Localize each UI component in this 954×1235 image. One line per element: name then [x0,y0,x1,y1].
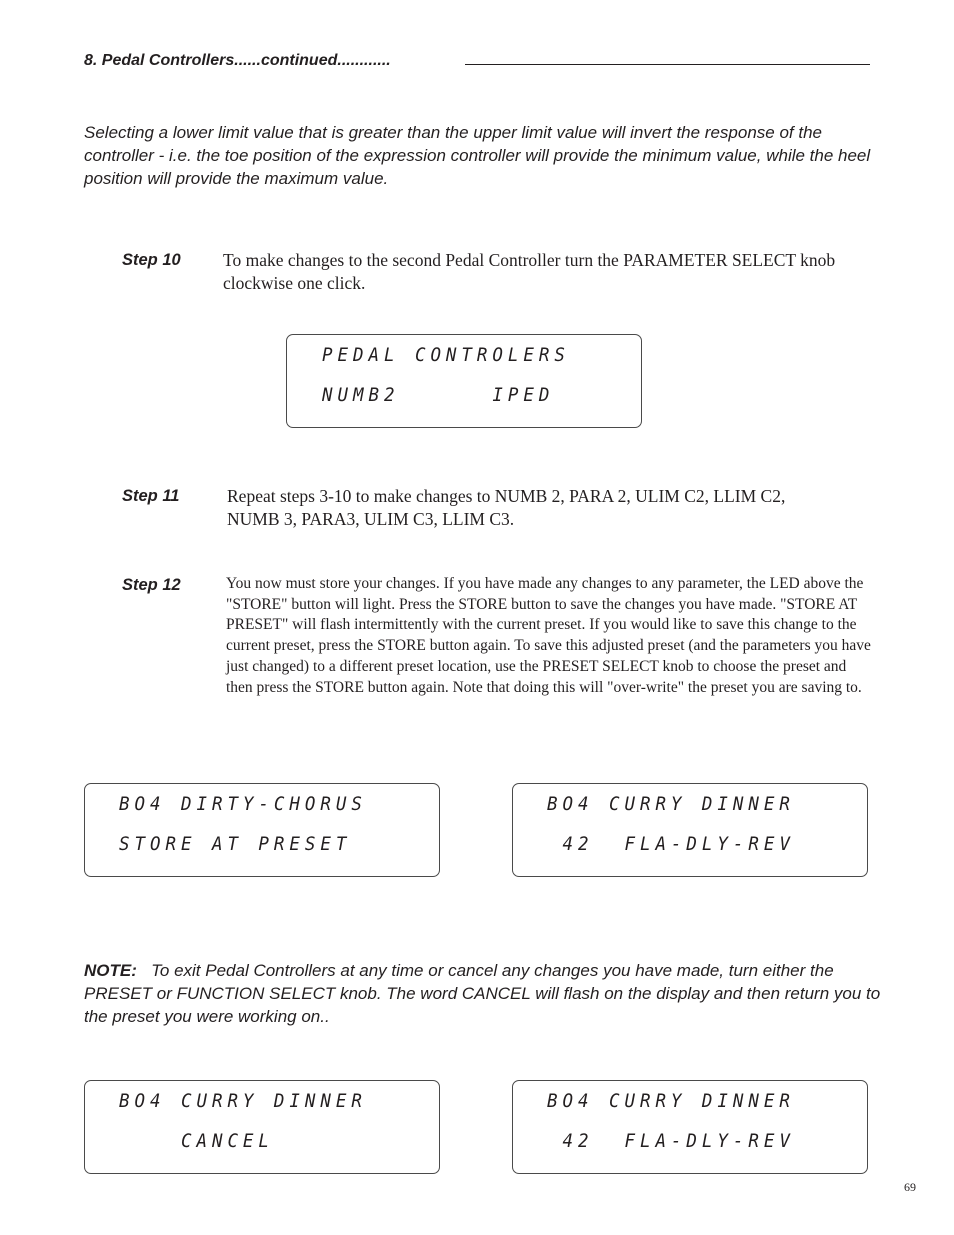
step-12-label: Step 12 [122,576,181,594]
step-10-text: To make changes to the second Pedal Controller turn the PARAMETER SELECT knob clockwise one click. [223,250,836,293]
lcd-display-store-at-preset [84,783,440,877]
page-number: 69 [904,1180,916,1194]
lcd-display-pedal-controllers [286,334,642,428]
lcd-line-2: STORE AT PRESET [119,833,352,855]
note-label: NOTE: [84,961,137,980]
lcd-line-1: BO4 CURRY DINNER [547,1090,795,1112]
step-11-label: Step 11 [122,487,180,505]
step-11-text: Repeat steps 3-10 to make changes to NUMB 2, PARA 2, ULIM C2, LLIM C2, NUMB 3, PARA3, ULIM C3, LLIM C3. [227,486,786,529]
intro-paragraph: Selecting a lower limit value that is greater than the upper limit value will invert the response of the controller - i.e. the toe position of the expression controller will provide the minimum value, while the heel position will provide the maximum value. [84,123,871,188]
section-heading: 8. Pedal Controllers......continued............ [84,52,391,69]
note-text: To exit Pedal Controllers at any time or cancel any changes you have made, turn either the PRESET or FUNCTION SELECT knob. The word CANCEL will flash on the display and then return you to the preset you were working on.. [84,961,881,1026]
heading-rule [465,64,870,65]
lcd-line-2: 42 FLA-DLY-REV [547,1130,795,1152]
lcd-line-2: 42 FLA-DLY-REV [547,833,795,855]
step-12-text: You now must store your changes. If you have made any changes to any parameter, the LED above the "STORE" button will light. Press the STORE button to save the changes you have made. "STORE AT PRESET" will flash intermittently with the current preset. If you would like to save this change to the current preset, press the STORE button again. To save this adjusted preset (and the parameters you have just changed) to a different preset location, use the PRESET SELECT knob to choose the preset and then press the STORE button again. Note that doing this will "over-write" the preset you are saving to. [226,575,871,696]
lcd-display-current-preset [512,783,868,877]
lcd-line-1: BO4 CURRY DINNER [547,793,795,815]
lcd-display-returned-preset [512,1080,868,1174]
note-paragraph [84,959,884,1028]
lcd-line-2: NUMB2 IPED [322,384,555,406]
lcd-display-cancel [84,1080,440,1174]
lcd-line-1: PEDAL CONTROLERS [322,344,570,366]
lcd-line-1: BO4 DIRTY-CHORUS [119,793,367,815]
step-10-label: Step 10 [122,251,181,269]
lcd-line-1: BO4 CURRY DINNER [119,1090,367,1112]
lcd-line-2: CANCEL [119,1130,274,1152]
